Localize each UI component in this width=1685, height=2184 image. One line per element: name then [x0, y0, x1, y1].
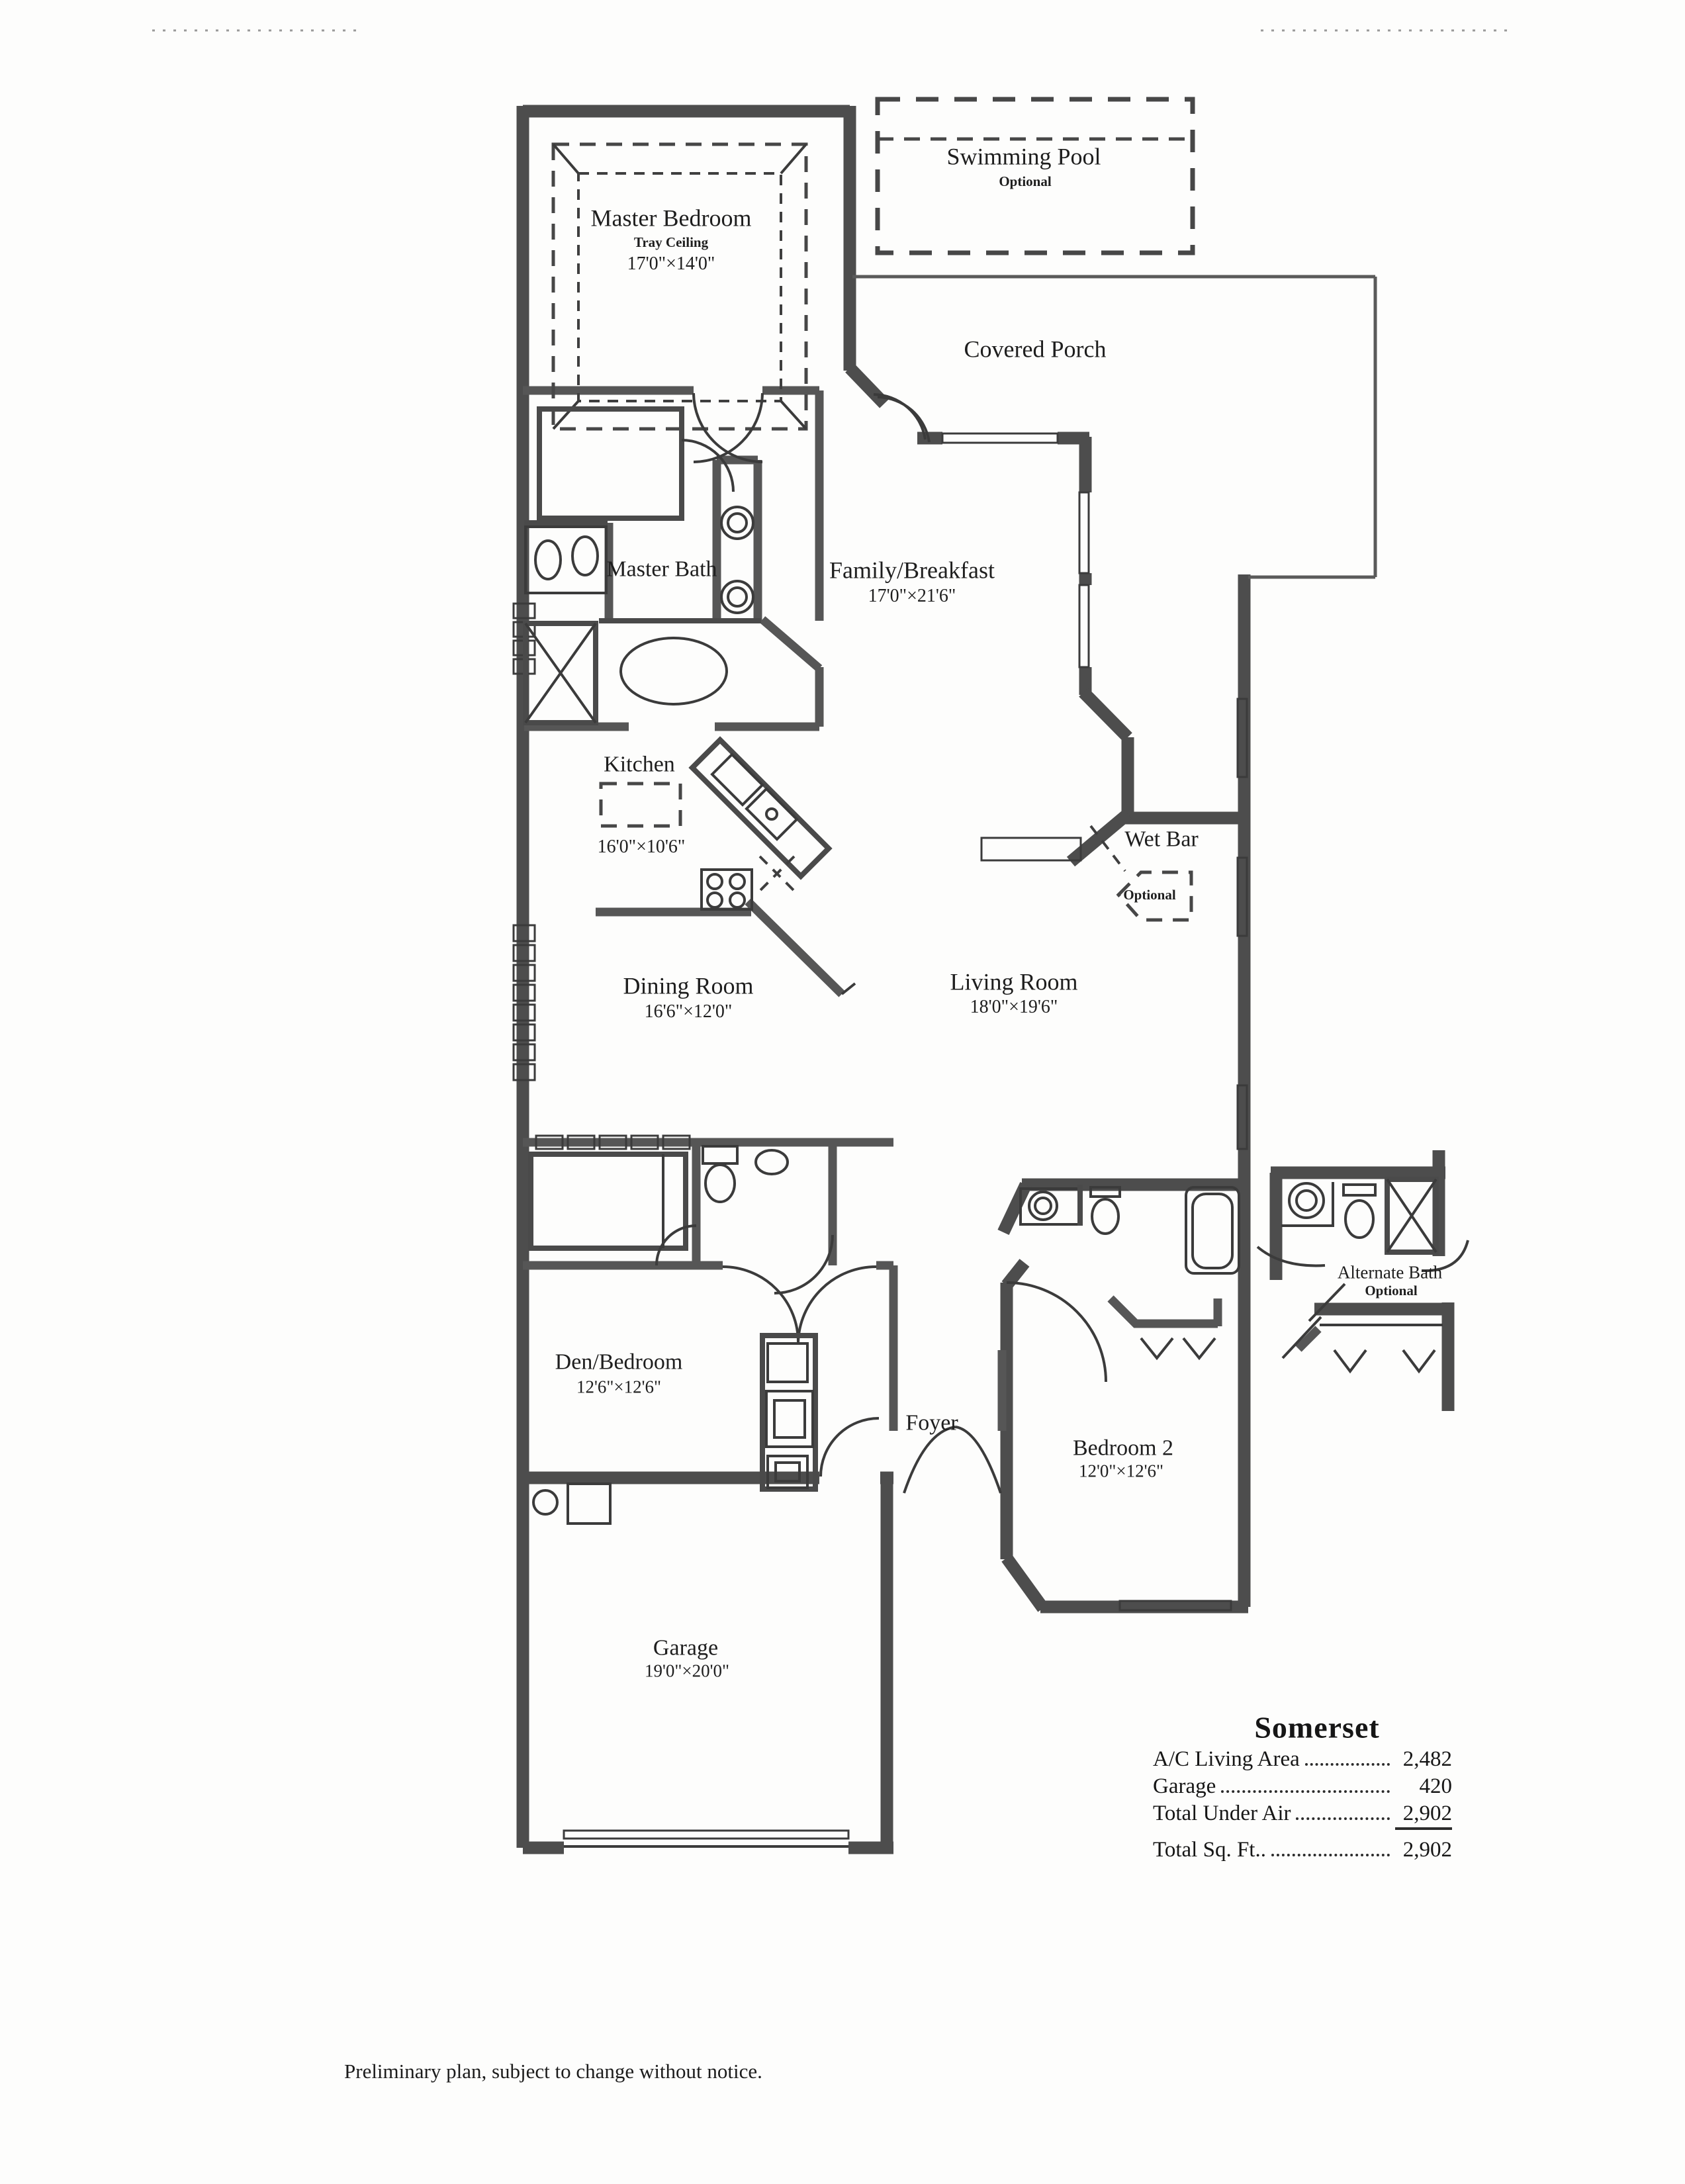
disclaimer-text: Preliminary plan, subject to change without notice.	[344, 2060, 762, 2083]
label-foyer: Foyer	[905, 1410, 958, 1435]
label-kitchen: Kitchen	[604, 752, 675, 777]
powder-room	[703, 1146, 833, 1293]
spec-value: 2,902	[1395, 1801, 1452, 1830]
label-swimming-pool: Swimming Pool	[946, 143, 1101, 170]
label-den-bedroom-dims: 12'6"×12'6"	[576, 1377, 661, 1397]
spec-value: 2,902	[1402, 1838, 1452, 1862]
kitchen-island-outline	[601, 784, 680, 826]
spec-row-garage	[1153, 1774, 1452, 1801]
area-spec-table	[1153, 1747, 1452, 1865]
label-covered-porch: Covered Porch	[964, 336, 1107, 363]
label-master-bedroom: Master Bedroom	[590, 205, 752, 232]
dotted-leader	[1221, 1790, 1390, 1793]
label-master-bath: Master Bath	[606, 557, 717, 582]
spec-label: A/C Living Area	[1153, 1747, 1300, 1771]
cooktop-symbol	[702, 870, 752, 909]
label-dining-room-dims: 16'6"×12'0"	[644, 1001, 733, 1022]
double-sink-vanity	[525, 527, 606, 593]
spec-value: 2,482	[1402, 1747, 1452, 1771]
label-family-breakfast: Family/Breakfast	[829, 557, 995, 584]
dotted-leader	[1305, 1763, 1390, 1766]
label-bedroom-2: Bedroom 2	[1072, 1435, 1174, 1461]
spec-value: 420	[1419, 1774, 1452, 1798]
master-closet	[539, 409, 733, 518]
utility-closet	[762, 1336, 879, 1489]
label-swimming-pool-note: Optional	[999, 173, 1052, 189]
wc-columns	[721, 507, 753, 613]
label-master-bedroom-note: Tray Ceiling	[633, 234, 709, 250]
label-alternate-bath-note: Optional	[1365, 1282, 1418, 1298]
label-wet-bar-note: Optional	[1123, 886, 1176, 903]
covered-porch-edge	[852, 267, 1383, 588]
label-living-room-dims: 18'0"×19'6"	[970, 996, 1058, 1017]
dotted-leader	[1271, 1854, 1390, 1856]
label-den-bedroom: Den/Bedroom	[555, 1349, 683, 1375]
spec-row-total-sqft	[1153, 1838, 1452, 1865]
label-kitchen-dims: 16'0"×10'6"	[597, 836, 686, 857]
spec-label: Total Sq. Ft..	[1153, 1838, 1266, 1862]
laundry-room	[531, 1154, 696, 1265]
scan-noise	[152, 30, 1637, 2019]
dotted-leader	[1296, 1817, 1390, 1820]
main-bath	[1007, 1185, 1239, 1382]
label-garage-dims: 19'0"×20'0"	[645, 1661, 729, 1681]
spec-row-total-under-air	[1153, 1801, 1452, 1829]
garage-features	[533, 1484, 1101, 1718]
spec-row-ac-living	[1153, 1747, 1452, 1774]
label-master-bedroom-dims: 17'0"×14'0"	[627, 253, 715, 274]
spec-label: Garage	[1153, 1774, 1216, 1798]
label-bedroom-2-dims: 12'0"×12'6"	[1079, 1461, 1163, 1481]
plan-title: Somerset	[1254, 1710, 1380, 1745]
spec-label: Total Under Air	[1153, 1801, 1291, 1825]
shower-symbol	[525, 623, 596, 723]
label-living-room: Living Room	[950, 968, 1078, 995]
den-double-door-arcs	[723, 1267, 876, 1342]
label-family-breakfast-dims: 17'0"×21'6"	[868, 585, 956, 606]
label-alternate-bath: Alternate Bath	[1337, 1262, 1443, 1283]
label-wet-bar: Wet Bar	[1124, 827, 1199, 852]
label-dining-room: Dining Room	[623, 972, 754, 999]
label-garage: Garage	[653, 1635, 719, 1661]
kitchen-counter	[692, 740, 829, 891]
tub-symbol	[621, 638, 727, 704]
interior-walls	[523, 390, 1448, 1431]
